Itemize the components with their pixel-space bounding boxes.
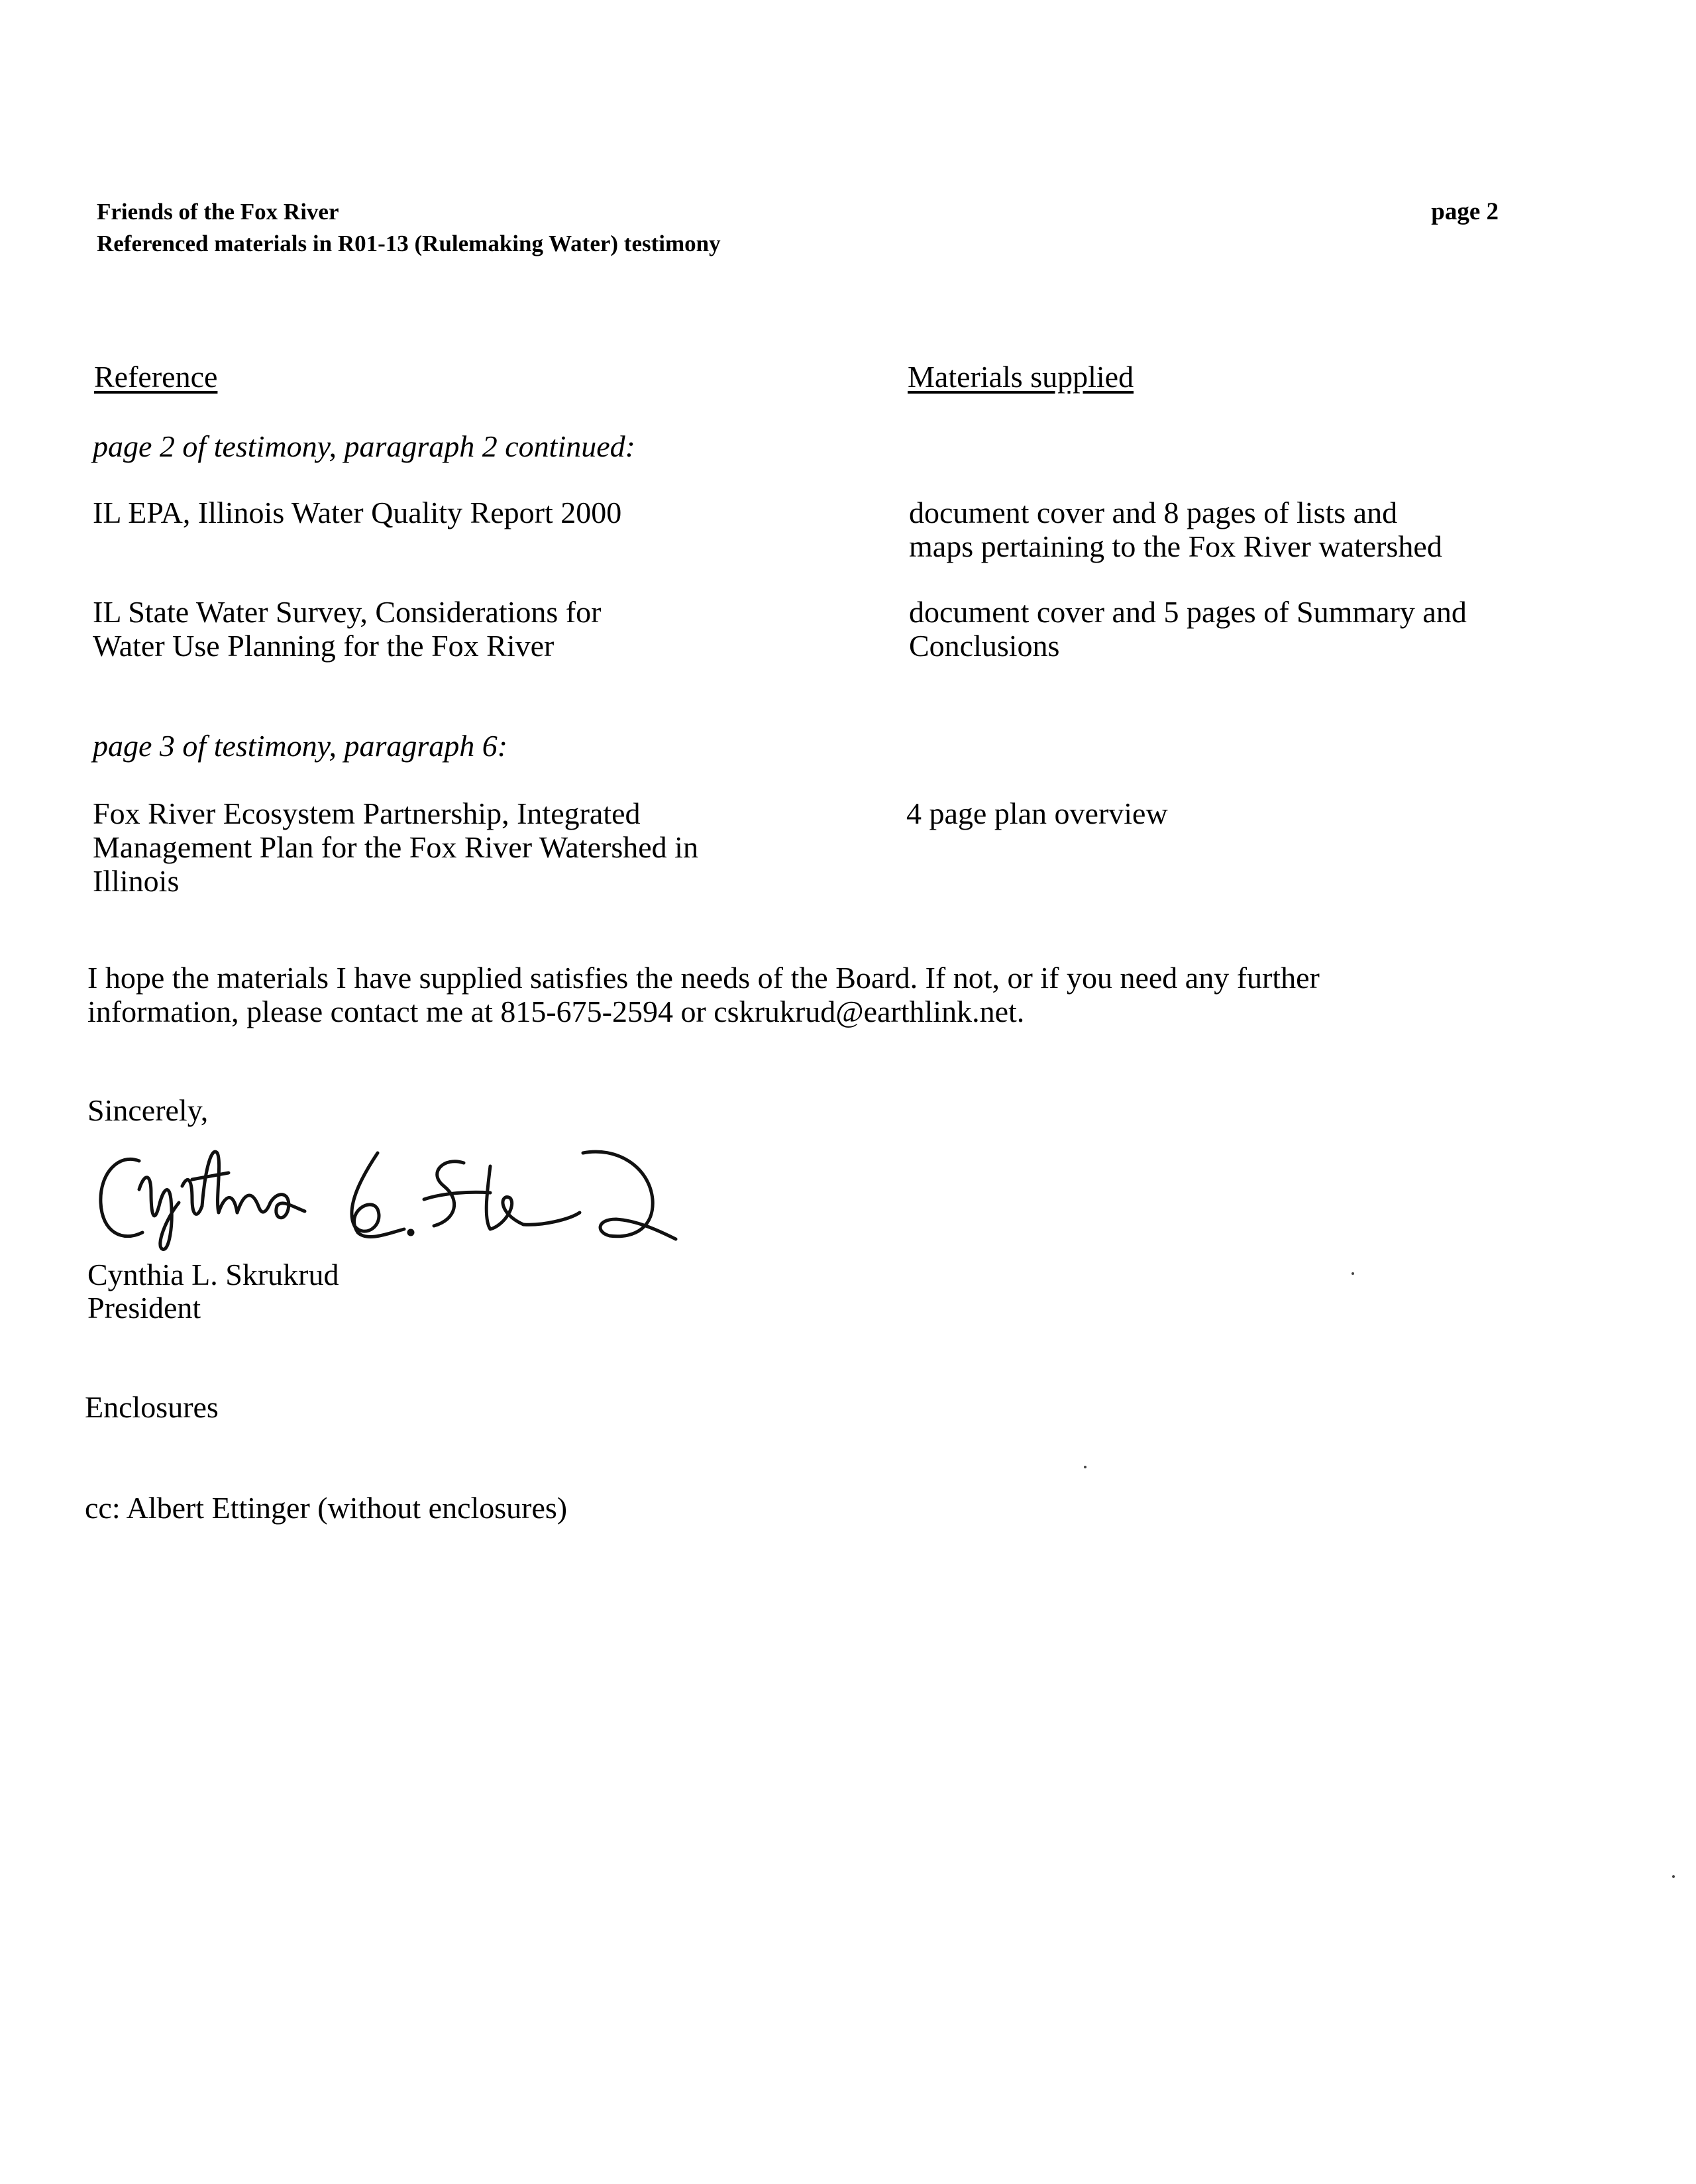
reference-line: Illinois — [93, 864, 180, 898]
reference-entry — [93, 496, 621, 529]
reference-line: Fox River Ecosystem Partnership, Integrated — [93, 796, 641, 830]
signer-title: President — [87, 1291, 201, 1325]
materials-column-heading: Materials supplied — [908, 360, 1134, 394]
material-entry — [909, 595, 1467, 663]
section-heading: page 3 of testimony, paragraph 6: — [93, 729, 508, 763]
scan-speck — [1084, 1466, 1086, 1468]
scan-speck — [1672, 1875, 1675, 1878]
scan-speck — [1352, 1272, 1354, 1275]
signature — [93, 1126, 689, 1252]
material-line: document cover and 8 pages of lists and — [909, 496, 1398, 529]
page-number: page 2 — [1431, 198, 1499, 225]
section-heading: page 2 of testimony, paragraph 2 continued: — [93, 429, 635, 463]
reference-line: IL State Water Survey, Considerations for — [93, 595, 602, 629]
material-line: Conclusions — [909, 629, 1060, 663]
closing-paragraph — [87, 961, 1320, 1028]
reference-line: Water Use Planning for the Fox River — [93, 629, 555, 663]
reference-line: Management Plan for the Fox River Watershed in — [93, 830, 698, 864]
cc-note: cc: Albert Ettinger (without enclosures) — [85, 1491, 568, 1525]
reference-entry — [93, 796, 698, 898]
reference-column-heading: Reference — [94, 360, 218, 394]
document-subject: Referenced materials in R01-13 (Rulemaking Water) testimony — [97, 231, 721, 256]
enclosures-note: Enclosures — [85, 1390, 219, 1424]
closing-line: I hope the materials I have supplied satisfies the needs of the Board. If not, or if you need any further — [87, 961, 1320, 995]
material-entry — [906, 796, 1168, 830]
material-entry — [909, 496, 1442, 563]
signer-name: Cynthia L. Skrukrud — [87, 1258, 339, 1291]
org-name: Friends of the Fox River — [97, 199, 339, 225]
reference-entry — [93, 595, 601, 663]
material-line: 4 page plan overview — [906, 796, 1168, 830]
closing-line: information, please contact me at 815-675-2594 or cskrukrud@earthlink.net. — [87, 995, 1025, 1028]
material-line: document cover and 5 pages of Summary and — [909, 595, 1467, 629]
salutation: Sincerely, — [87, 1093, 209, 1127]
material-line: maps pertaining to the Fox River watershed — [909, 529, 1442, 563]
reference-line: IL EPA, Illinois Water Quality Report 2000 — [93, 496, 622, 529]
